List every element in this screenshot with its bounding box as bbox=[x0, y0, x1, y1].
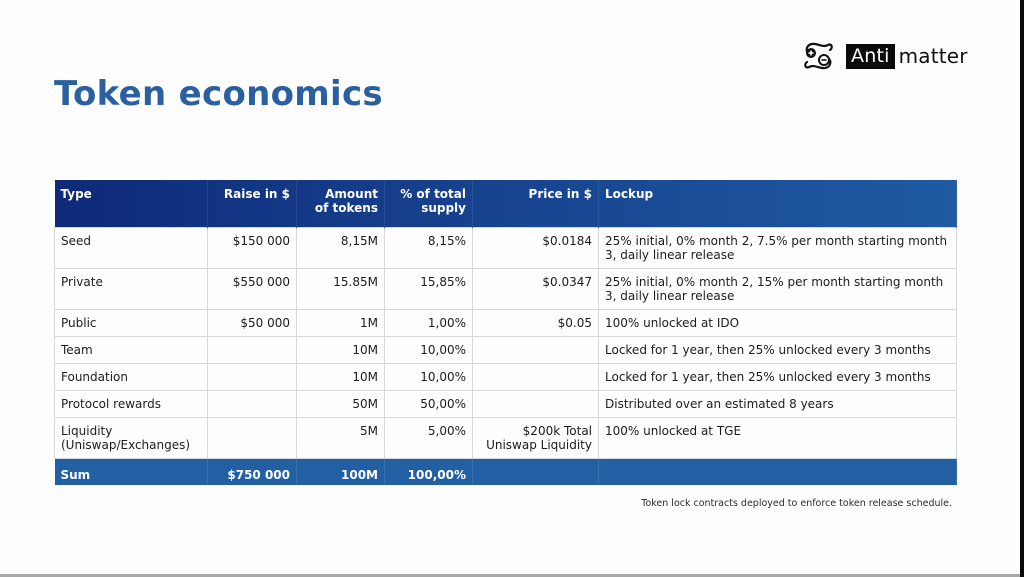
cell-amount: 10M bbox=[297, 364, 385, 391]
logo-matter-text: matter bbox=[898, 44, 968, 68]
cell-lockup: Distributed over an estimated 8 years bbox=[599, 391, 957, 418]
cell-type: Team bbox=[55, 337, 208, 364]
cell-pct: 15,85% bbox=[385, 269, 473, 310]
cell-pct: 1,00% bbox=[385, 310, 473, 337]
cell-raise bbox=[208, 418, 297, 459]
cell-price: $200k Total Uniswap Liquidity bbox=[473, 418, 599, 459]
cell-lockup: 100% unlocked at IDO bbox=[599, 310, 957, 337]
cell-type: Liquidity (Uniswap/Exchanges) bbox=[55, 418, 208, 459]
cell-amount: 10M bbox=[297, 337, 385, 364]
cell-pct: 8,15% bbox=[385, 228, 473, 269]
cell-type: Seed bbox=[55, 228, 208, 269]
footnote: Token lock contracts deployed to enforce token release schedule. bbox=[641, 498, 952, 509]
cell-raise bbox=[208, 391, 297, 418]
cell-lockup: Locked for 1 year, then 25% unlocked every 3 months bbox=[599, 337, 957, 364]
cell-type: Protocol rewards bbox=[55, 391, 208, 418]
sum-raise: $750 000 bbox=[208, 459, 297, 486]
header-price: Price in $ bbox=[473, 180, 599, 228]
token-economics-table bbox=[54, 180, 957, 485]
table-row-seed bbox=[55, 228, 957, 269]
cell-price: $0.0184 bbox=[473, 228, 599, 269]
table-row-public bbox=[55, 310, 957, 337]
table-row-liquidity bbox=[55, 418, 957, 459]
table-row-foundation bbox=[55, 364, 957, 391]
cell-raise bbox=[208, 337, 297, 364]
cell-type: Foundation bbox=[55, 364, 208, 391]
cell-raise: $550 000 bbox=[208, 269, 297, 310]
table-row-team bbox=[55, 337, 957, 364]
table-sum-row bbox=[55, 459, 957, 486]
sum-lockup bbox=[599, 459, 957, 486]
cell-amount: 15.85M bbox=[297, 269, 385, 310]
cell-raise: $50 000 bbox=[208, 310, 297, 337]
cell-pct: 10,00% bbox=[385, 337, 473, 364]
cell-price bbox=[473, 337, 599, 364]
cell-raise: $150 000 bbox=[208, 228, 297, 269]
logo-anti-text: Anti bbox=[846, 44, 895, 69]
sum-pct: 100,00% bbox=[385, 459, 473, 486]
cell-amount: 50M bbox=[297, 391, 385, 418]
cell-raise bbox=[208, 364, 297, 391]
cell-lockup: Locked for 1 year, then 25% unlocked every 3 months bbox=[599, 364, 957, 391]
right-edge-border bbox=[1020, 0, 1024, 577]
page-title: Token economics bbox=[54, 74, 383, 114]
cell-amount: 1M bbox=[297, 310, 385, 337]
plus-minus-link-icon bbox=[802, 40, 836, 72]
cell-price: $0.0347 bbox=[473, 269, 599, 310]
cell-pct: 50,00% bbox=[385, 391, 473, 418]
table-row-private bbox=[55, 269, 957, 310]
cell-lockup: 25% initial, 0% month 2, 15% per month starting month 3, daily linear release bbox=[599, 269, 957, 310]
cell-amount: 8,15M bbox=[297, 228, 385, 269]
sum-label: Sum bbox=[55, 459, 208, 486]
cell-price bbox=[473, 391, 599, 418]
cell-amount: 5M bbox=[297, 418, 385, 459]
header-amount: Amount of tokens bbox=[297, 180, 385, 228]
header-raise: Raise in $ bbox=[208, 180, 297, 228]
cell-lockup: 100% unlocked at TGE bbox=[599, 418, 957, 459]
cell-price: $0.05 bbox=[473, 310, 599, 337]
table-row-protocol-rewards bbox=[55, 391, 957, 418]
cell-pct: 10,00% bbox=[385, 364, 473, 391]
cell-lockup: 25% initial, 0% month 2, 7.5% per month starting month 3, daily linear release bbox=[599, 228, 957, 269]
cell-pct: 5,00% bbox=[385, 418, 473, 459]
header-pct-supply: % of total supply bbox=[385, 180, 473, 228]
cell-price bbox=[473, 364, 599, 391]
cell-type: Public bbox=[55, 310, 208, 337]
header-lockup: Lockup bbox=[599, 180, 957, 228]
header-type: Type bbox=[55, 180, 208, 228]
table-header-row bbox=[55, 180, 957, 228]
sum-price bbox=[473, 459, 599, 486]
antimatter-logo bbox=[802, 40, 968, 72]
sum-amount: 100M bbox=[297, 459, 385, 486]
cell-type: Private bbox=[55, 269, 208, 310]
